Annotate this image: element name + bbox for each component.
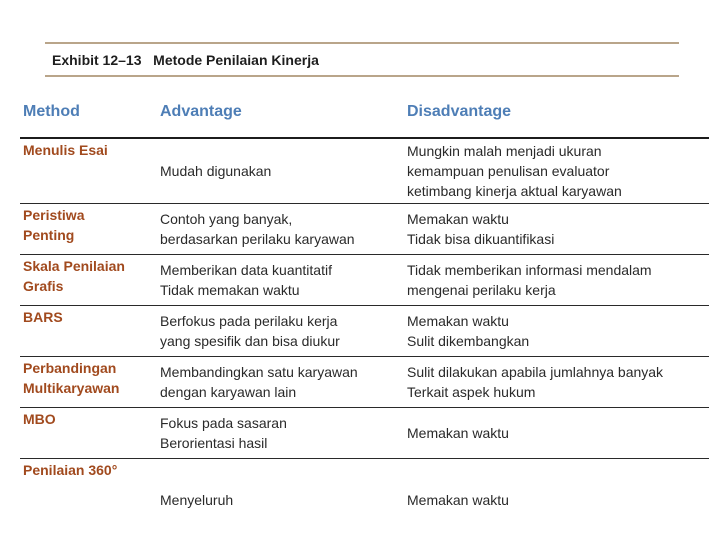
advantage-text-line: Menyeluruh: [160, 492, 234, 508]
table-row: [20, 306, 709, 357]
method-cell: [20, 357, 157, 408]
method-text-line: Grafis: [23, 278, 64, 294]
method-text-line: Penilaian 360°: [23, 462, 118, 478]
disadvantage-text-line: Memakan waktu: [407, 492, 509, 508]
table-row: [20, 138, 709, 204]
header-advantage: Advantage: [157, 98, 404, 138]
disadvantage-text-line: Sulit dilakukan apabila jumlahnya banyak: [407, 364, 664, 380]
advantage-text-line: berdasarkan perilaku karyawan: [160, 231, 355, 247]
disadvantage-text-line: mengenai perilaku kerja: [407, 282, 556, 298]
disadvantage-cell: [404, 255, 709, 306]
top-rule: [45, 42, 679, 44]
advantage-text-line: Memberikan data kuantitatif: [160, 262, 332, 278]
advantage-text-line: Fokus pada sasaran: [160, 415, 287, 431]
advantage-text-line: Contoh yang banyak,: [160, 211, 293, 227]
header-disadvantage: Disadvantage: [404, 98, 709, 138]
exhibit-title: Exhibit 12–13 Metode Penilaian Kinerja: [52, 52, 319, 68]
disadvantage-text-line: Memakan waktu: [407, 425, 509, 441]
header-method: Method: [20, 98, 157, 138]
method-cell: [20, 204, 157, 255]
disadvantage-text-line: Tidak memberikan informasi mendalam: [407, 262, 652, 278]
advantage-text-line: Membandingkan satu karyawan: [160, 364, 358, 380]
method-text-line: Multikaryawan: [23, 380, 120, 396]
advantage-text-line: yang spesifik dan bisa diukur: [160, 333, 340, 349]
method-cell: [20, 306, 157, 357]
disadvantage-cell: [404, 204, 709, 255]
method-text-line: Peristiwa: [23, 207, 85, 223]
advantage-text-line: Berfokus pada perilaku kerja: [160, 313, 338, 329]
disadvantage-text-line: Tidak bisa dikuantifikasi: [407, 231, 555, 247]
method-text-line: MBO: [23, 411, 56, 427]
table-row: [20, 408, 709, 459]
method-text-line: Skala Penilaian: [23, 258, 125, 274]
disadvantage-text-line: Memakan waktu: [407, 313, 509, 329]
method-cell: [20, 138, 157, 204]
advantage-cell: [157, 306, 404, 357]
disadvantage-text-line: Sulit dikembangkan: [407, 333, 530, 349]
disadvantage-text-line: Memakan waktu: [407, 211, 509, 227]
table-row: [20, 459, 709, 515]
disadvantage-text-line: ketimbang kinerja aktual karyawan: [407, 183, 622, 199]
method-text-line: BARS: [23, 309, 63, 325]
disadvantage-text-line: Mungkin malah menjadi ukuran: [407, 143, 602, 159]
advantage-cell: [157, 459, 404, 515]
disadvantage-cell: [404, 138, 709, 204]
method-cell: [20, 459, 157, 515]
table-header-row: [20, 98, 709, 138]
advantage-cell: [157, 255, 404, 306]
method-cell: [20, 408, 157, 459]
method-text-line: Perbandingan: [23, 360, 117, 376]
disadvantage-cell: [404, 306, 709, 357]
advantage-cell: [157, 204, 404, 255]
table-row: [20, 255, 709, 306]
method-text-line: Menulis Esai: [23, 142, 108, 158]
methods-table: [20, 98, 709, 514]
disadvantage-text-line: Terkait aspek hukum: [407, 384, 536, 400]
title-rule: [45, 75, 679, 77]
disadvantage-cell: [404, 357, 709, 408]
disadvantage-cell: [404, 408, 709, 459]
table-row: [20, 357, 709, 408]
advantage-text-line: Mudah digunakan: [160, 163, 272, 179]
table-row: [20, 204, 709, 255]
advantage-cell: [157, 138, 404, 204]
advantage-text-line: Berorientasi hasil: [160, 435, 268, 451]
disadvantage-cell: [404, 459, 709, 515]
advantage-text-line: Tidak memakan waktu: [160, 282, 300, 298]
method-text-line: Penting: [23, 227, 75, 243]
advantage-cell: [157, 357, 404, 408]
disadvantage-text-line: kemampuan penulisan evaluator: [407, 163, 610, 179]
advantage-text-line: dengan karyawan lain: [160, 384, 297, 400]
advantage-cell: [157, 408, 404, 459]
method-cell: [20, 255, 157, 306]
